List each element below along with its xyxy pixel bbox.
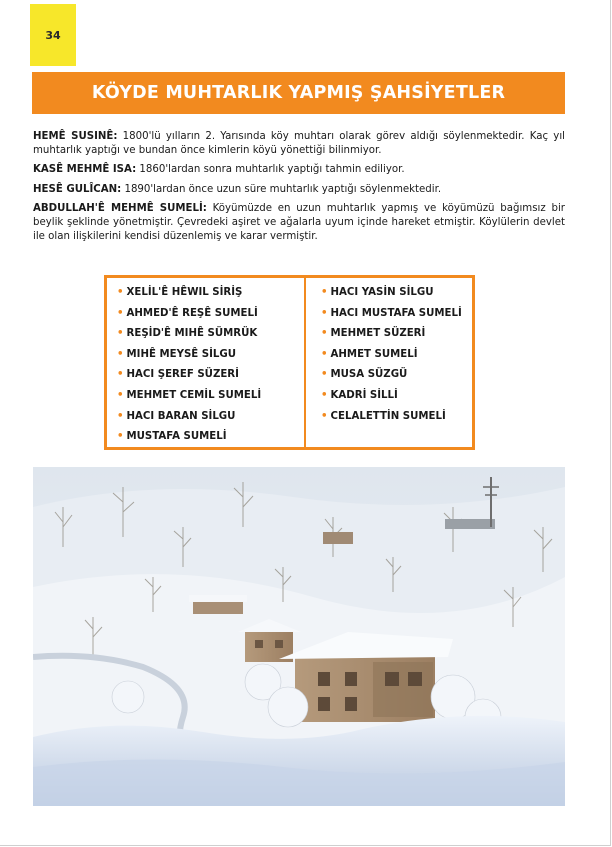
mukhtar-name: HACI YASİN SİLGU: [330, 287, 434, 298]
mukhtar-name: REŞİD'Ê MIHÊ SÜMRÜK: [126, 328, 258, 340]
bullet: •: [321, 287, 328, 298]
mukhtar-name: AHMET SUMELİ: [330, 348, 418, 360]
names-list-right: [321, 283, 462, 427]
bullet: •: [321, 369, 328, 381]
mukhtar-name: HACI ŞEREF SÜZERİ: [126, 369, 239, 381]
bullet: •: [321, 307, 328, 319]
paragraph-hese-gulican: [33, 183, 565, 197]
person-name: ABDULLAH'Ê MEHMÊ SUMELİ:: [33, 202, 207, 214]
paragraph-text: 1800'lü yılların 2. Yarısında köy muhtarı olarak görev aldığı söylenmektedir. Kaç yıl muhtarlık yaptığı ve bundan önce kimlerin köyü yönettiği bilinmiyor.: [33, 131, 565, 157]
list-item: [117, 407, 261, 428]
list-item: [117, 427, 261, 448]
mukhtar-name: MEHMET CEMİL SUMELİ: [126, 389, 262, 401]
list-item: [117, 324, 261, 345]
bullet: •: [321, 348, 328, 360]
list-item: [117, 345, 261, 366]
list-item: [117, 365, 261, 386]
mukhtar-name: MEHMET SÜZERİ: [330, 328, 426, 340]
bullet: •: [117, 328, 124, 340]
bullet: •: [321, 410, 328, 422]
mukhtar-names-box: [104, 275, 475, 450]
mukhtar-name: AHMED'Ê REŞÊ SUMELİ: [126, 307, 258, 319]
bullet: •: [117, 348, 124, 360]
names-list-left: [117, 283, 261, 448]
paragraph-text: Köyümüzde en uzun muhtarlık yapmış ve köyümüzü bağımsız bir beylik şeklinde yönetmiştir. Çevredeki aşiret ve ağalarla uyum içinde hareket etmiştir. Köylülerin devlet ile olan ilişkilerini kendisi düzenlemiş ve karar vermiştir.: [33, 202, 565, 243]
paragraph-abdullah-mehme-sumeli: [33, 202, 565, 245]
list-item: [321, 324, 462, 345]
paragraph-heme-susine: [33, 130, 565, 158]
mukhtar-name: CELALETTİN SUMELİ: [330, 410, 446, 422]
mukhtar-name: HACI BARAN SİLGU: [126, 410, 236, 422]
paragraph-kase-mehme-isa: [33, 163, 565, 177]
list-item: [117, 283, 261, 304]
list-item: [117, 304, 261, 325]
page-title: KÖYDE MUHTARLIK YAPMIŞ ŞAHSİYETLER: [32, 72, 565, 114]
page-number: 34: [30, 4, 76, 66]
list-item: [117, 386, 261, 407]
person-name: KASÊ MEHMÊ ISA:: [33, 164, 137, 176]
bullet: •: [117, 307, 124, 319]
paragraph-text: 1860'lardan sonra muhtarlık yaptığı tahmin ediliyor.: [136, 164, 405, 176]
paragraph-text: 1890'lardan önce uzun süre muhtarlık yaptığı söylenmektedir.: [121, 183, 442, 195]
list-item: [321, 407, 462, 428]
bullet: •: [321, 389, 328, 401]
list-item: [321, 386, 462, 407]
bullet: •: [117, 389, 124, 401]
snowy-village-photo: [33, 467, 565, 806]
list-item: [321, 283, 462, 304]
mukhtar-name: MIHÊ MEYSÊ SİLGU: [126, 348, 237, 360]
list-item: [321, 345, 462, 366]
mukhtar-name: HACI MUSTAFA SUMELİ: [330, 307, 462, 319]
mukhtar-name: MUSA SÜZGÜ: [330, 369, 408, 381]
person-name: HESÊ GULÎCAN:: [33, 183, 122, 195]
bullet: •: [117, 431, 124, 443]
bullet: •: [321, 328, 328, 340]
bullet: •: [117, 369, 124, 381]
mukhtar-name: KADRİ SİLLİ: [330, 389, 398, 401]
intro-text: [33, 130, 565, 249]
bullet: •: [117, 410, 124, 422]
list-item: [321, 304, 462, 325]
column-divider: [304, 278, 306, 447]
bullet: •: [117, 287, 124, 298]
mukhtar-name: MUSTAFA SUMELİ: [126, 431, 227, 443]
list-item: [321, 365, 462, 386]
person-name: HEMÊ SUSINÊ:: [33, 131, 118, 142]
mukhtar-name: XELİL'Ê HÊWIL SİRİŞ: [126, 287, 243, 298]
